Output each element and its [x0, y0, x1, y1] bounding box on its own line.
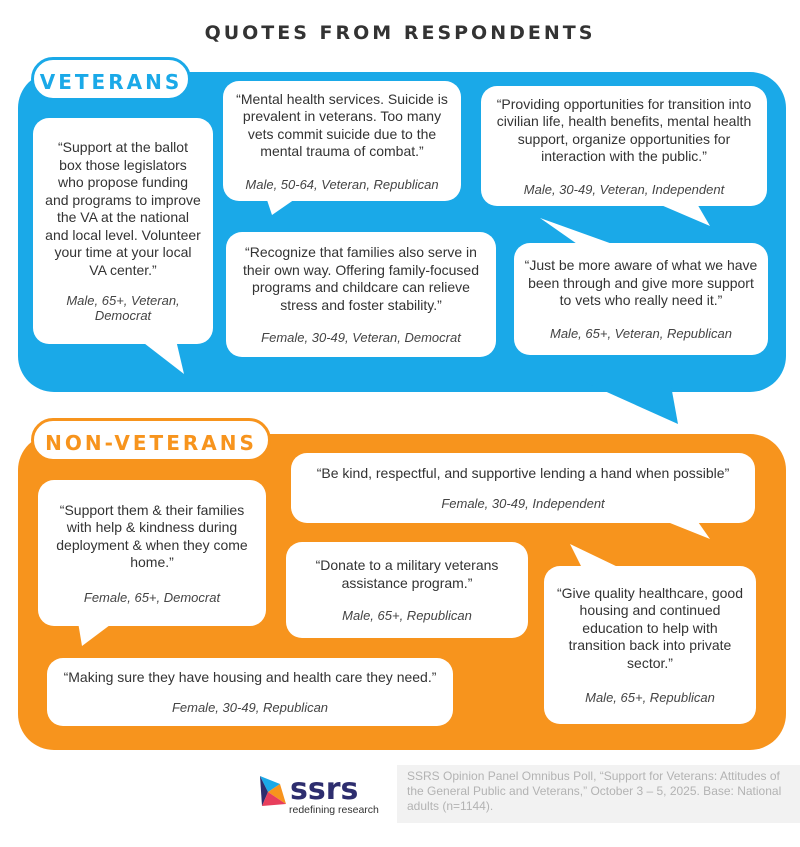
veterans-quote-bubble	[226, 232, 496, 357]
quote-attribution: Male, 50-64, Veteran, Republican	[245, 176, 439, 192]
quote-attribution: Male, 65+, Republican	[342, 608, 472, 623]
veterans-quote-bubble	[33, 118, 213, 344]
source-note: SSRS Opinion Panel Omnibus Poll, “Support for Veterans: Attitudes of the General Public and Veterans,” October 3 – 5, 2025. Base: National adults (n=1144).	[397, 765, 800, 823]
non-veterans-quote-bubble	[544, 566, 756, 724]
quote-text: “Providing opportunities for transition into civilian life, health benefits, mental health support, organize opportunities for interaction with the public.”	[496, 95, 752, 164]
bubble-tail	[650, 202, 720, 230]
quote-attribution: Male, 65+, Veteran, Democrat	[66, 293, 180, 323]
quote-attribution: Female, 30-49, Independent	[441, 496, 605, 512]
veterans-panel-tail	[560, 380, 700, 430]
ssrs-logo-text: ssrs	[290, 772, 359, 807]
bubble-tail	[130, 340, 190, 380]
quote-text: “Be kind, respectful, and supportive lending a hand when possible”	[316, 464, 730, 481]
bubble-tail	[74, 622, 124, 650]
non-veterans-quote-bubble	[38, 480, 266, 626]
quote-text: “Donate to a military veterans assistance program.”	[315, 557, 499, 591]
quote-text: “Give quality healthcare, good housing and continued education to help with transition back into private sector.”	[557, 584, 743, 671]
quote-attribution: Male, 30-49, Veteran, Independent	[523, 181, 725, 197]
quote-text: “Recognize that families also serve in their own way. Offering family-focused programs and childcare can relieve stress and foster stability.”	[242, 244, 480, 313]
bubble-tail	[660, 519, 720, 543]
bubble-tail	[262, 197, 312, 219]
ssrs-logo-tagline: redefining research	[289, 804, 379, 816]
page-title: QUOTES FROM RESPONDENTS	[204, 22, 596, 44]
non-veterans-quote-bubble	[291, 453, 755, 523]
veterans-quote-bubble	[223, 81, 461, 201]
quote-text: “Support them & their families with help & kindness during deployment & when they come home.”	[56, 501, 248, 570]
quote-attribution: Male, 65+, Republican	[585, 690, 715, 706]
ssrs-logo-icon	[258, 774, 288, 808]
veterans-section-label: VETERANS	[31, 57, 191, 101]
quote-attribution: Female, 30-49, Republican	[171, 700, 329, 716]
quote-attribution: Female, 30-49, Veteran, Democrat	[261, 330, 461, 345]
quote-text: “Just be more aware of what we have been through and give more support to vets who really need it.”	[524, 257, 758, 309]
bubble-tail	[540, 218, 620, 248]
veterans-quote-bubble	[481, 86, 767, 206]
quote-text: “Support at the ballot box those legislators who propose funding and programs to improve the VA at the national and local level. Volunteer your time at your local VA center.”	[45, 139, 201, 278]
non-veterans-quote-bubble	[286, 542, 528, 638]
quote-attribution: Female, 65+, Democrat	[83, 589, 221, 605]
quote-text: “Mental health services. Suicide is prevalent in veterans. Too many vets commit suicide due to the mental trauma of combat.”	[236, 90, 448, 159]
non-veterans-section-label: NON-VETERANS	[31, 418, 271, 462]
non-veterans-quote-bubble	[47, 658, 453, 726]
quote-text: “Making sure they have housing and health care they need.”	[63, 668, 437, 685]
veterans-quote-bubble	[514, 243, 768, 355]
quote-attribution: Male, 65+, Veteran, Republican	[550, 325, 732, 341]
bubble-tail	[568, 544, 628, 570]
